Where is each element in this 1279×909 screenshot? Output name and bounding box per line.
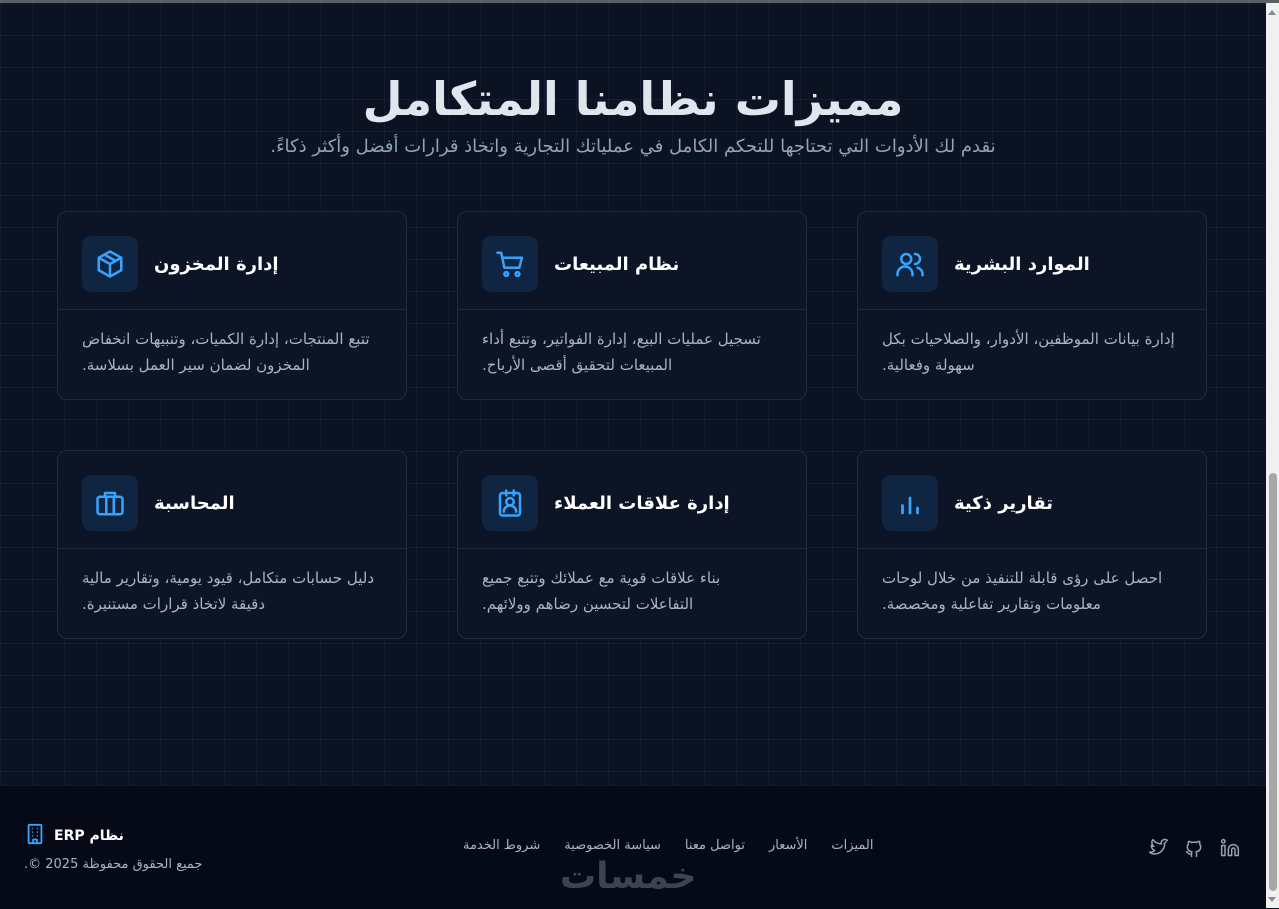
card-description: دليل حسابات متكامل، قيود يومية، وتقارير مالية دقيقة لاتخاذ قرارات مستنيرة. — [82, 569, 374, 613]
card-header — [58, 451, 406, 549]
watermark-text: خمسات — [560, 856, 697, 897]
card-title: إدارة علاقات العملاء — [554, 493, 730, 514]
card-title: إدارة المخزون — [154, 254, 279, 275]
twitter-icon[interactable] — [1148, 838, 1168, 858]
chart-icon — [882, 475, 938, 531]
footer-link-terms[interactable]: شروط الخدمة — [463, 838, 541, 853]
site-footer — [0, 785, 1266, 909]
feature-card-crm[interactable] — [457, 450, 807, 639]
card-header — [858, 212, 1206, 310]
card-title: المحاسبة — [154, 493, 235, 514]
users-icon — [882, 236, 938, 292]
box-icon — [82, 236, 138, 292]
card-header — [458, 212, 806, 310]
cart-icon — [482, 236, 538, 292]
feature-card-hr[interactable] — [857, 211, 1207, 400]
page-title: مميزات نظامنا المتكامل — [362, 72, 904, 126]
card-description: احصل على رؤى قابلة للتنفيذ من خلال لوحات معلومات وتقارير تفاعلية ومخصصة. — [882, 569, 1163, 613]
scroll-down-icon[interactable] — [1268, 897, 1276, 902]
brand-name: نظام ERP — [54, 828, 124, 844]
scroll-up-icon[interactable] — [1268, 10, 1276, 15]
linkedin-icon[interactable] — [1220, 838, 1240, 858]
card-title: نظام المبيعات — [554, 254, 680, 275]
footer-nav — [463, 838, 873, 853]
scroll-thumb[interactable] — [1269, 473, 1277, 891]
card-title: الموارد البشرية — [954, 254, 1090, 275]
footer-link-pricing[interactable]: الأسعار — [768, 838, 808, 853]
card-header — [58, 212, 406, 310]
page-subtitle: نقدم لك الأدوات التي تحتاجها للتحكم الكامل في عملياتك التجارية واتخاذ قرارات أفضل وأكثر ذكاءً. — [270, 136, 996, 157]
copyright-text: جميع الحقوق محفوظة 2025 ©. — [24, 857, 203, 872]
feature-card-reports[interactable] — [857, 450, 1207, 639]
card-description: تتبع المنتجات، إدارة الكميات، وتنبيهات انخفاض المخزون لضمان سير العمل بسلاسة. — [82, 330, 370, 374]
footer-link-features[interactable]: الميزات — [831, 838, 874, 853]
card-description: إدارة بيانات الموظفين، الأدوار، والصلاحيات بكل سهولة وفعالية. — [882, 330, 1175, 374]
feature-card-accounting[interactable] — [57, 450, 407, 639]
card-header — [858, 451, 1206, 549]
footer-link-privacy[interactable]: سياسة الخصوصية — [564, 838, 661, 853]
card-header — [458, 451, 806, 549]
contact-icon — [482, 475, 538, 531]
footer-brand[interactable] — [24, 823, 124, 849]
card-description: بناء علاقات قوية مع عملائك وتتبع جميع التفاعلات لتحسين رضاهم وولائهم. — [482, 569, 721, 613]
card-title: تقارير ذكية — [954, 493, 1054, 514]
vertical-scrollbar[interactable] — [1266, 3, 1279, 908]
card-description: تسجيل عمليات البيع، إدارة الفواتير، وتتبع أداء المبيعات لتحقيق أقصى الأرباح. — [482, 330, 761, 374]
feature-card-sales[interactable] — [457, 211, 807, 400]
footer-link-contact[interactable]: تواصل معنا — [684, 838, 745, 853]
feature-card-inventory[interactable] — [57, 211, 407, 400]
github-icon[interactable] — [1184, 838, 1204, 858]
building-icon — [24, 823, 46, 849]
briefcase-icon — [82, 475, 138, 531]
